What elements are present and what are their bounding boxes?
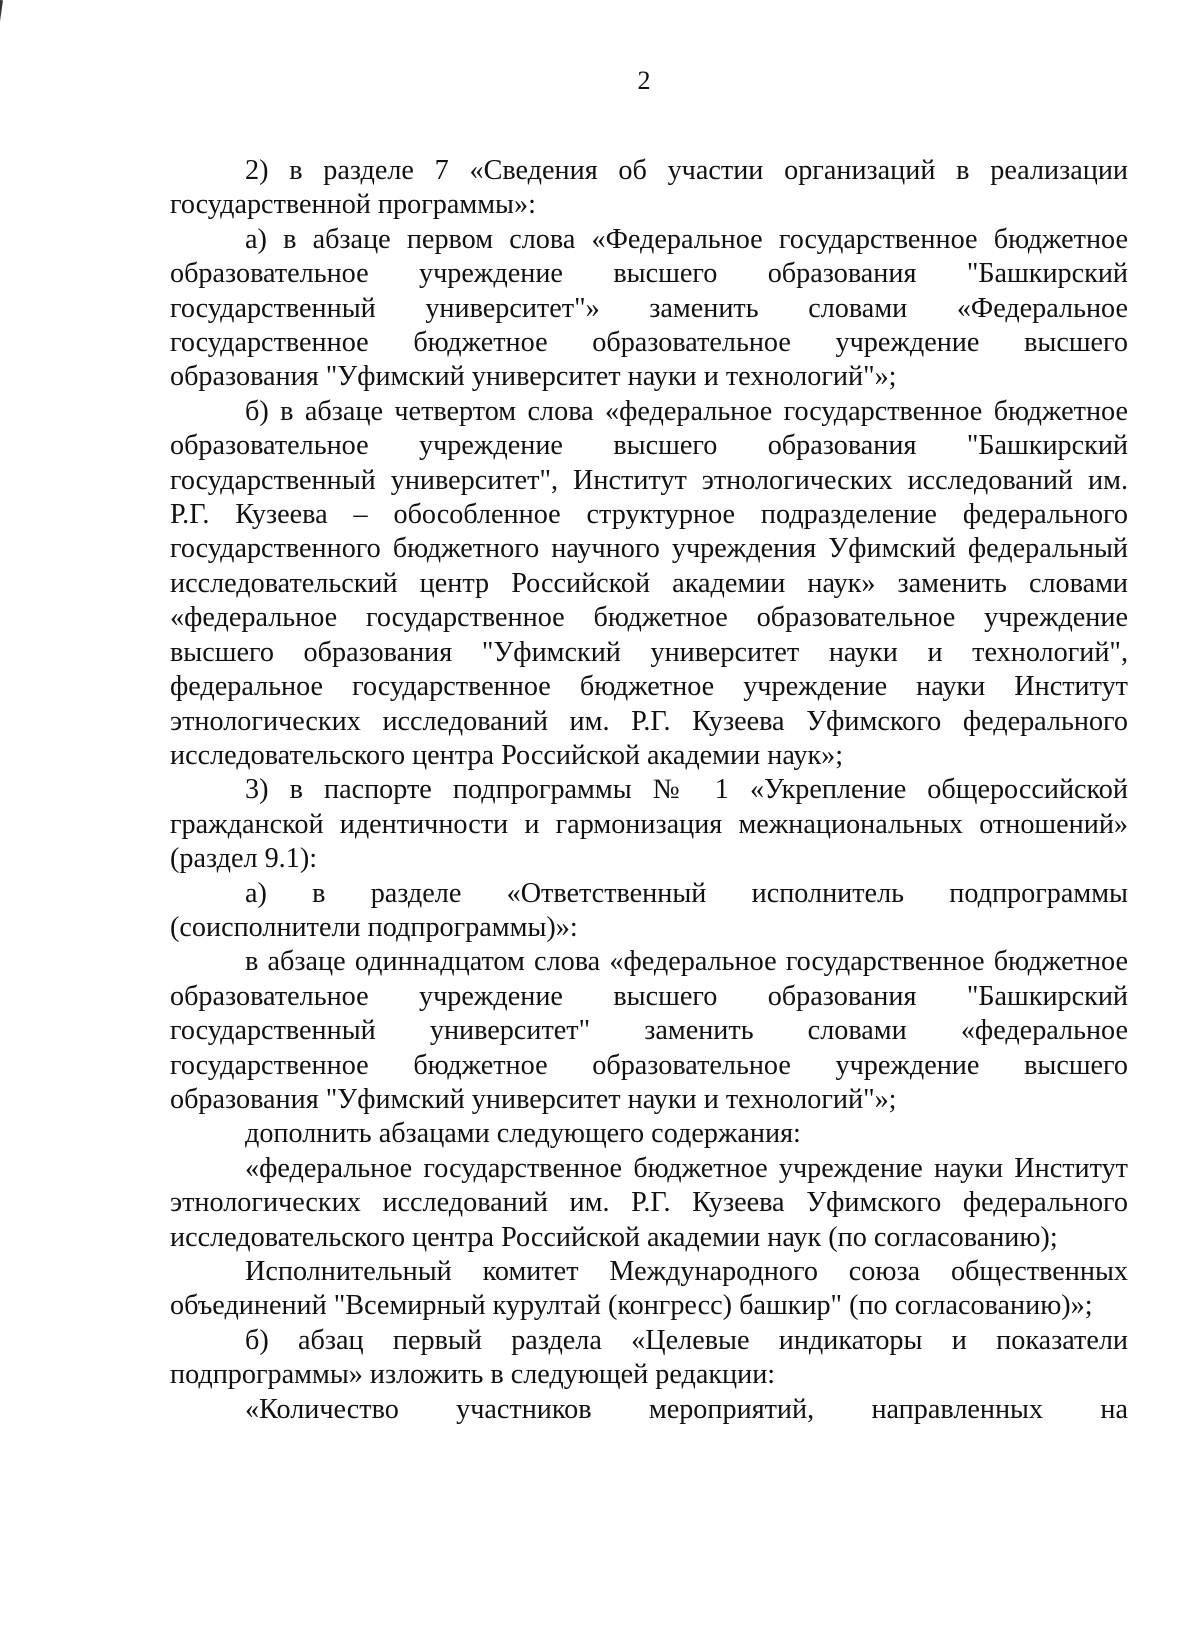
document-body <box>170 154 1128 1427</box>
page-number: 2 <box>637 66 651 95</box>
paragraph-supplement-committee: Исполнительный комитет Международного союза общественных объединений "Всемирный курултай (конгресс) башкир" (по согласованию)»; <box>170 1256 1128 1322</box>
paragraph-item-2a: а) в абзаце первом слова «Федеральное государственное бюджетное образовательное учреждение высшего образования "Башкирский государственный университет"» заменить словами «Федеральное государственное бюджетное образовательное учреждение высшего образования "Уфимский университет науки и технологий"»; <box>170 223 1128 393</box>
paragraph-supplement-institute: «федеральное государственное бюджетное учреждение науки Институт этнологических исследований им. Р.Г. Кузеева Уфимского федерального исследовательского центра Российской академии наук (по согласованию); <box>170 1152 1128 1253</box>
paragraph-item-2b: б) в абзаце четвертом слова «федеральное государственное бюджетное образовательное учреждение высшего образования "Башкирский государственный университет", Институт этнологических исследований им. Р.Г. Кузеева – обособленное структурное подразделение федерального государственного бюджетного научного учреждения Уфимский федеральный исследовательский центр Российской академии наук» заменить словами «федеральное государственное бюджетное образовательное учреждение высшего образования "Уфимский университет науки и технологий", федеральное государственное бюджетное учреждение науки Институт этнологических исследований им. Р.Г. Кузеева Уфимского федерального исследовательского центра Российской академии наук»; <box>170 395 1128 771</box>
paragraph-item-3b: б) абзац первый раздела «Целевые индикаторы и показатели подпрограммы» изложить в следующей редакции: <box>170 1324 1128 1391</box>
paragraph-item-3: 3) в паспорте подпрограммы № 1 «Укрепление общероссийской гражданской идентичности и гармонизация межнациональных отношений» (раздел 9.1): <box>170 774 1128 875</box>
paragraph-indicator-quote: «Количество участников мероприятий, направленных на <box>245 1393 1128 1425</box>
paragraph-abzac-11: в абзаце одиннадцатом слова «федеральное государственное бюджетное образовательное учреждение высшего образования "Башкирский государственный университет" заменить словами «федеральное государственное бюджетное образовательное учреждение высшего образования "Уфимский университет науки и технологий"»; <box>170 946 1128 1115</box>
paragraph-item-2: 2) в разделе 7 «Сведения об участии организаций в реализации государственной программы»: <box>170 155 1128 221</box>
paragraph-supplement-intro: дополнить абзацами следующего содержания: <box>245 1118 801 1150</box>
scan-edge-mark <box>0 0 3 28</box>
paragraph-item-3a: а) в разделе «Ответственный исполнитель подпрограммы (соисполнители подпрограммы)»: <box>170 877 1128 943</box>
